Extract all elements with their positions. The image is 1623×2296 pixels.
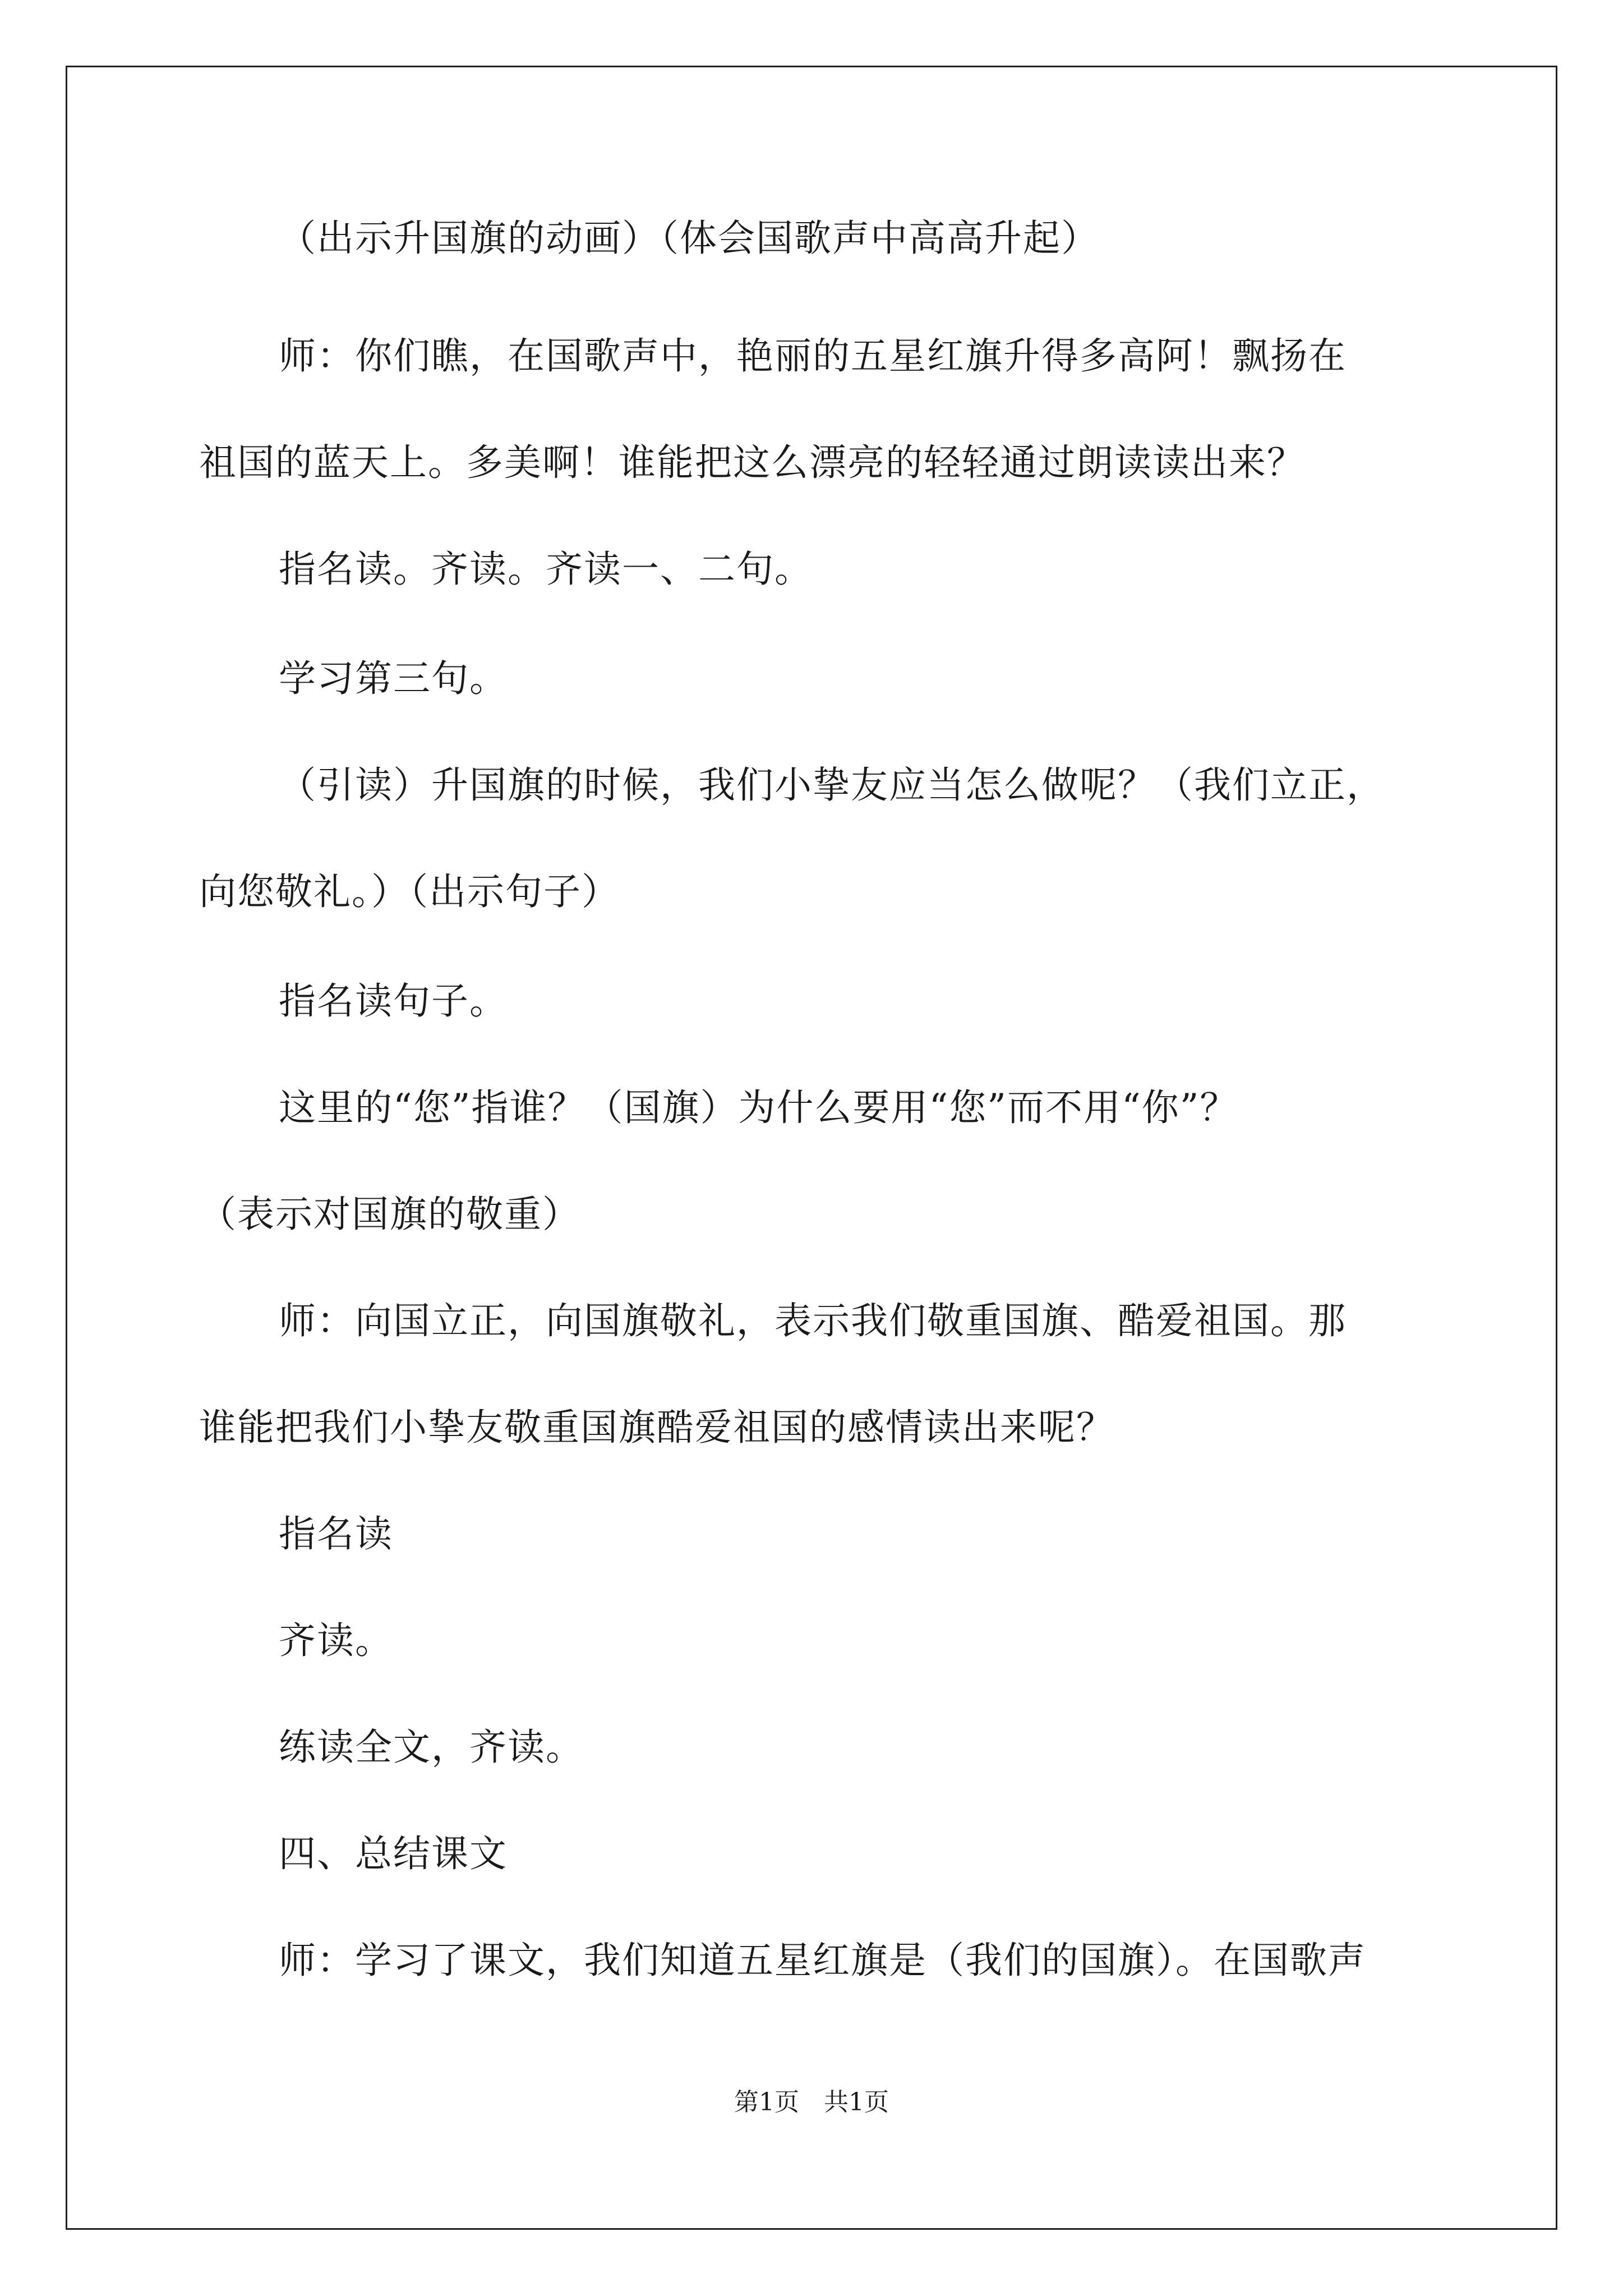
text-line: 师：你们瞧，在国歌声中，艳丽的五星红旗升得多高阿！飘扬在 bbox=[279, 334, 1347, 378]
text-line: 学习第三句。 bbox=[279, 657, 508, 700]
text-line: 齐读。 bbox=[279, 1619, 393, 1662]
text-line: （出示升国旗的动画）（体会国歌声中高高升起） bbox=[279, 217, 1099, 260]
text-line: 指名读句子。 bbox=[279, 979, 508, 1023]
text-line: （引读）升国旗的时候，我们小挚友应当怎么做呢？（我们立正， bbox=[279, 763, 1385, 807]
text-line: 这里的“您”指谁？（国旗）为什么要用“您”而不用“你”？ bbox=[279, 1086, 1238, 1129]
text-line: 向您敬礼。）（出示句子） bbox=[199, 870, 620, 913]
text-line: 谁能把我们小挚友敬重国旗酷爱祖国的感情读出来呢？ bbox=[199, 1406, 1114, 1449]
text-line: 祖国的蓝天上。多美啊！谁能把这么漂亮的轻轻通过朗读读出来？ bbox=[199, 441, 1305, 484]
text-line: 练读全文，齐读。 bbox=[279, 1726, 584, 1769]
text-line: 指名读 bbox=[279, 1512, 393, 1556]
text-line: （表示对国旗的敬重） bbox=[199, 1193, 580, 1236]
text-line: 师：学习了课文，我们知道五星红旗是（我们的国旗）。在国歌声 bbox=[279, 1939, 1366, 1982]
text-line: 指名读。齐读。齐读一、二句。 bbox=[279, 547, 813, 591]
section-heading: 四、总结课文 bbox=[279, 1832, 508, 1875]
page-border bbox=[66, 66, 1557, 2230]
page-number: 第1页 共1页 bbox=[734, 2088, 889, 2116]
text-line: 师：向国立正，向国旗敬礼，表示我们敬重国旗、酷爱祖国。那 bbox=[279, 1299, 1347, 1342]
